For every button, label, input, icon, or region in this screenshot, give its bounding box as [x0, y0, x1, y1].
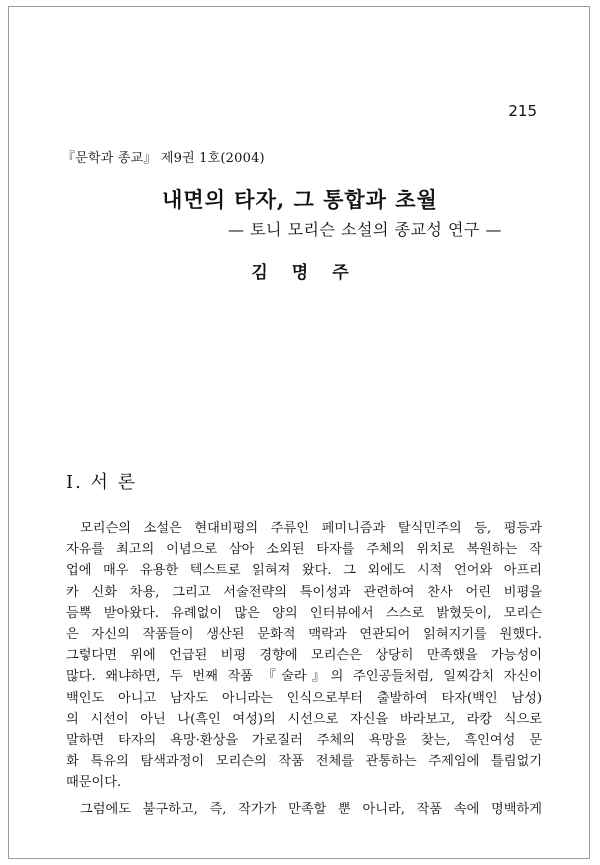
body-line: 자유를 최고의 이념으로 삼아 소외된 타자를 주체의 위치로 복원하는 작: [66, 542, 542, 558]
body-line: 카 신화 차용, 그리고 서술전략의 특이성과 관련하여 찬사 어린 비평을: [66, 584, 542, 600]
journal-reference: 『문학과 종교』 제9권 1호(2004): [62, 151, 265, 166]
article-subtitle: — 토니 모리슨 소설의 종교성 연구 —: [228, 220, 502, 239]
body-line: 화 특유의 탐색과정이 모리슨의 작품 전체를 관통하는 주제임에 틀림없기: [66, 754, 542, 770]
body-line: 백인도 아니고 남자도 아니라는 인식으로부터 출발하여 타자(백인 남성): [66, 690, 542, 706]
body-text: [66, 518, 542, 821]
article-title: 내면의 타자, 그 통합과 초월: [162, 187, 438, 212]
body-line: 그렇다면 위에 언급된 비평 경향에 모리슨은 상당히 만족했을 가능성이: [66, 648, 542, 664]
body-line: 많다. 왜냐하면, 두 번째 작품 『술라』의 주인공들처럼, 일찌감치 자신이: [66, 669, 542, 685]
body-line: 의 시선이 아닌 나(흑인 여성)의 시선으로 자신을 바라보고, 라캉 식으로: [66, 711, 542, 727]
body-line: 때문이다.: [66, 775, 122, 791]
page-number: 215: [508, 102, 537, 120]
body-line: 그럼에도 불구하고, 즉, 작가가 만족할 뿐 아니라, 작품 속에 명백하게: [80, 802, 542, 818]
body-line: 모리슨의 소설은 현대비평의 주류인 페미니즘과 탈식민주의 등, 평등과: [80, 521, 542, 536]
body-line: 말하면 타자의 욕망·환상을 가로질러 주체의 욕망을 찾는, 흑인여성 문: [66, 732, 542, 748]
section-heading: I. 서 론: [66, 472, 138, 493]
body-line: 듬뿍 받아왔다. 유례없이 많은 양의 인터뷰에서 스스로 밝혔듯이, 모리슨: [66, 605, 542, 621]
body-line: 업에 매우 유용한 텍스트로 읽혀져 왔다. 그 외에도 시적 언어와 아프리: [66, 563, 542, 579]
body-line: 은 자신의 작품들이 생산된 문화적 맥락과 연관되어 읽혀지기를 원했다.: [66, 626, 542, 642]
author-name: 김명주: [251, 263, 373, 283]
